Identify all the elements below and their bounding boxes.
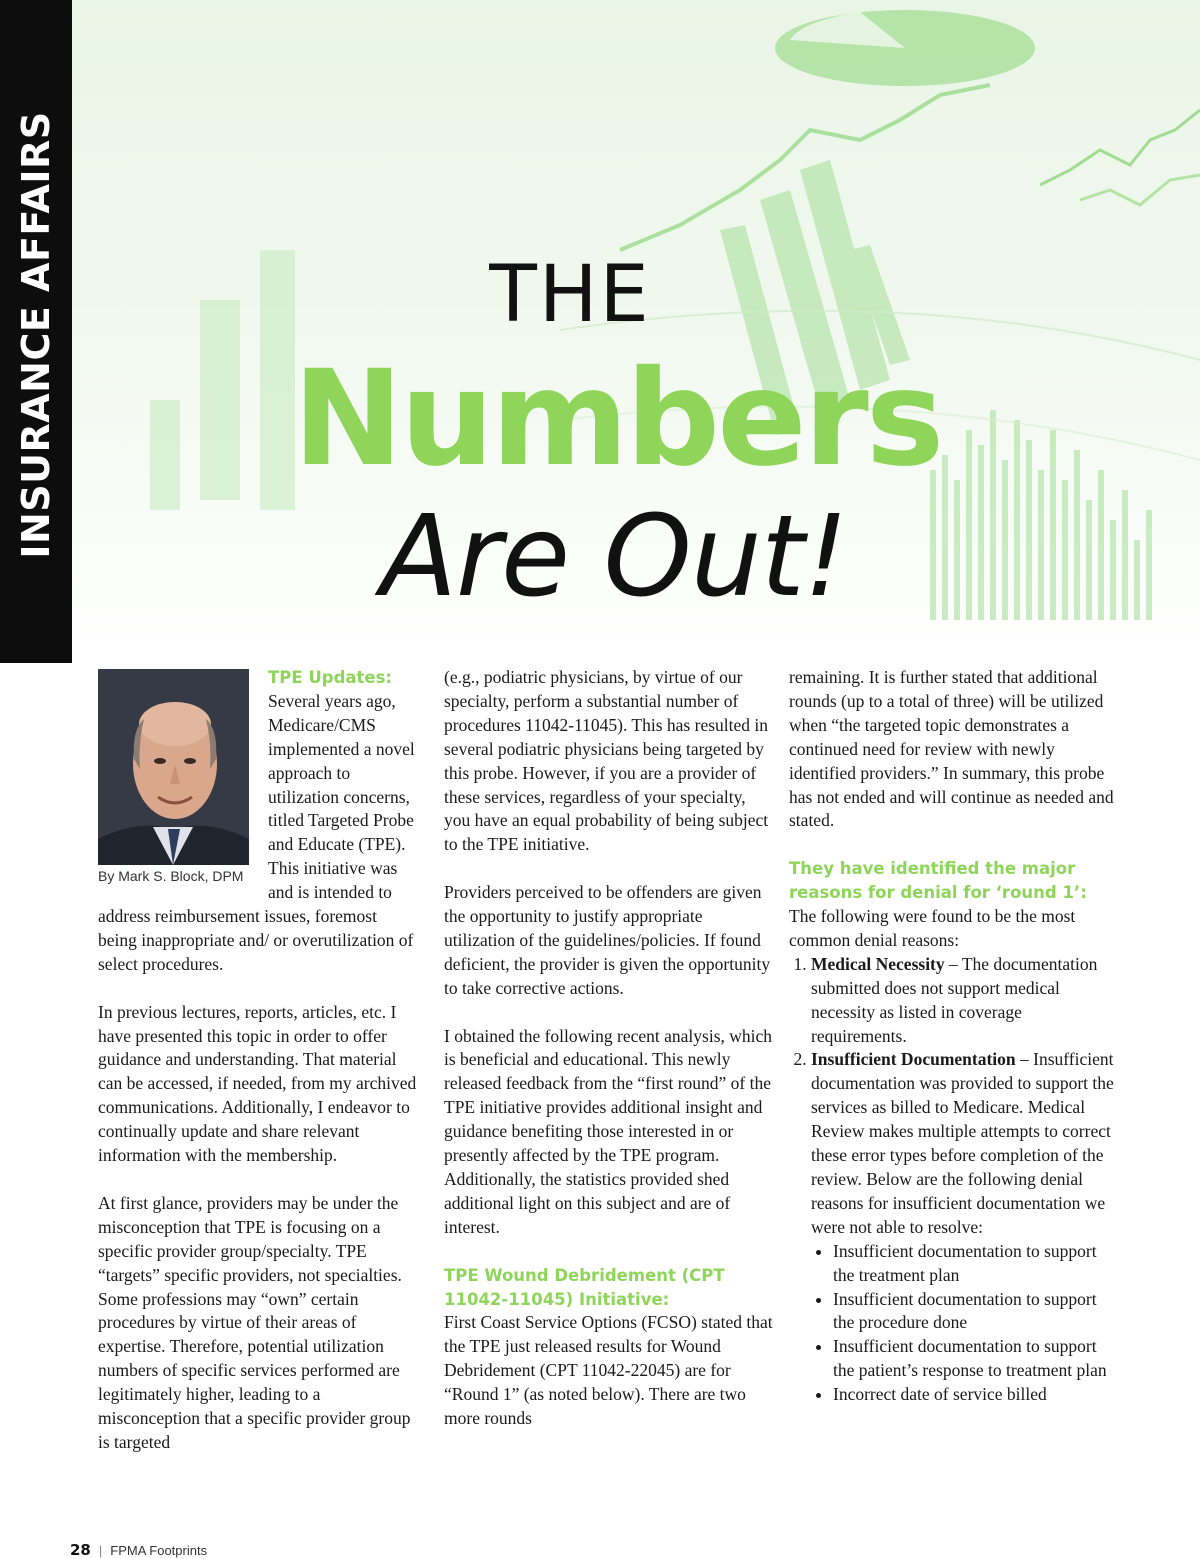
paragraph: remaining. It is further stated that additional rounds (up to a total of three) will be utilized when “the targeted topic demonstrates a continued need for review with newly identified providers.” In summary, this probe has not ended and will continue as needed and stated. [789,667,1114,831]
hero-banner [0,0,1200,660]
section-heading-denial-reasons: They have identified the major reasons for denial for ‘round 1’: [789,859,1087,903]
section-heading-wound-debridement: TPE Wound Debridement (CPT 11042-11045) Initiative: [444,1265,725,1309]
publication-name: FPMA Footprints [110,1543,208,1558]
paragraph: In previous lectures, reports, articles, etc. I have presented this topic in order to offer guidance and understanding. That material can be accessed, if needed, from my archived communications. Additionally, I endeavor to continually update and share relevant information with the membership. [98,1001,417,1166]
author-photo-box [98,669,268,885]
list-item: • Insufficient documentation to support the patient’s response to treatment plan [833,1335,1119,1383]
paragraph: Several years ago, Medicare/CMS implemented a novel approach to utilization concerns, titled Targeted Probe and Educate (TPE). This initiative was and is intended to address reimbursement issues, foremost being inappropriate and/ or overutilization of select procedures. [98,690,415,974]
footer-separator: | [98,1543,103,1558]
article-column-2 [444,666,774,1431]
list-item [811,953,1119,1049]
paragraph: (e.g., podiatric physicians, by virtue of our specialty, perform a substantial number of procedures 11042-11045). This has resulted in several podiatric physicians being targeted by this probe. However, if you are a provider of these services, regardless of your specialty, you have an equal probability of being subject to the TPE initiative. [444,667,769,855]
list-item: • Insufficient documentation to support the procedure done [833,1288,1119,1336]
author-photo [98,669,249,865]
denial-term: Medical Necessity [811,953,945,974]
paragraph: I obtained the following recent analysis, which is beneficial and educational. This newly released feedback from the “first round” of the TPE initiative provides additional insight and guidance benefiting those interested in or presently affected by the TPE program. Additionally, the statistics provided shed additional light on this subject and are of interest. [444,1025,773,1237]
article-column-1 [98,666,420,1455]
author-caption: By Mark S. Block, DPM [98,868,244,884]
denial-text: – Insufficient documentation was provided to support the services as billed to Medicare. Medical Review makes multiple attempts to correct these error types before completion of the review. Below are the following denial reasons for insufficient documentation we were not able to resolve: [811,1049,1114,1237]
section-tab [0,0,72,663]
section-heading-tpe-updates: TPE Updates: [268,668,393,687]
paragraph: First Coast Service Options (FCSO) stated that the TPE just released results for Wound Debridement (CPT 11042-22045) are for “Round 1” (as noted below). There are two more rounds [444,1312,773,1429]
paragraph: Providers perceived to be offenders are given the opportunity to justify appropriate utilization of the guidelines/policies. If found deficient, the provider is given the opportunity to take corrective actions. [444,882,771,998]
list-item: • Insufficient documentation to support the treatment plan [833,1240,1119,1288]
page-footer [70,1541,207,1559]
page-number: 28 [70,1541,91,1559]
denial-reasons-list [789,953,1119,1407]
article-column-3 [789,666,1119,1407]
title-line-numbers: Numbers [292,342,942,496]
list-item [811,1048,1119,1407]
title-line-are-out: Are Out! [380,492,848,622]
list-item: • Incorrect date of service billed [833,1383,1119,1407]
paragraph: At first glance, providers may be under the misconception that TPE is focusing on a specific provider group/specialty. TPE “targets” specific providers, not specialties. Some professions may “own” certain procedures by virtue of their areas of expertise. Therefore, potential utilization numbers of specific services performed are legitimately higher, leading to a misconception that a specific provider group is targeted [98,1192,411,1452]
denial-term: Insufficient Documentation [811,1049,1016,1070]
insufficient-documentation-list [811,1240,1119,1407]
paragraph: The following were found to be the most common denial reasons: [789,906,1076,950]
section-tab-label: INSURANCE AFFAIRS [14,111,58,559]
title-line-the: THE [489,250,651,340]
denial-text: – The documentation submitted does not support medical necessity as listed in coverage requirements. [811,953,1098,1046]
